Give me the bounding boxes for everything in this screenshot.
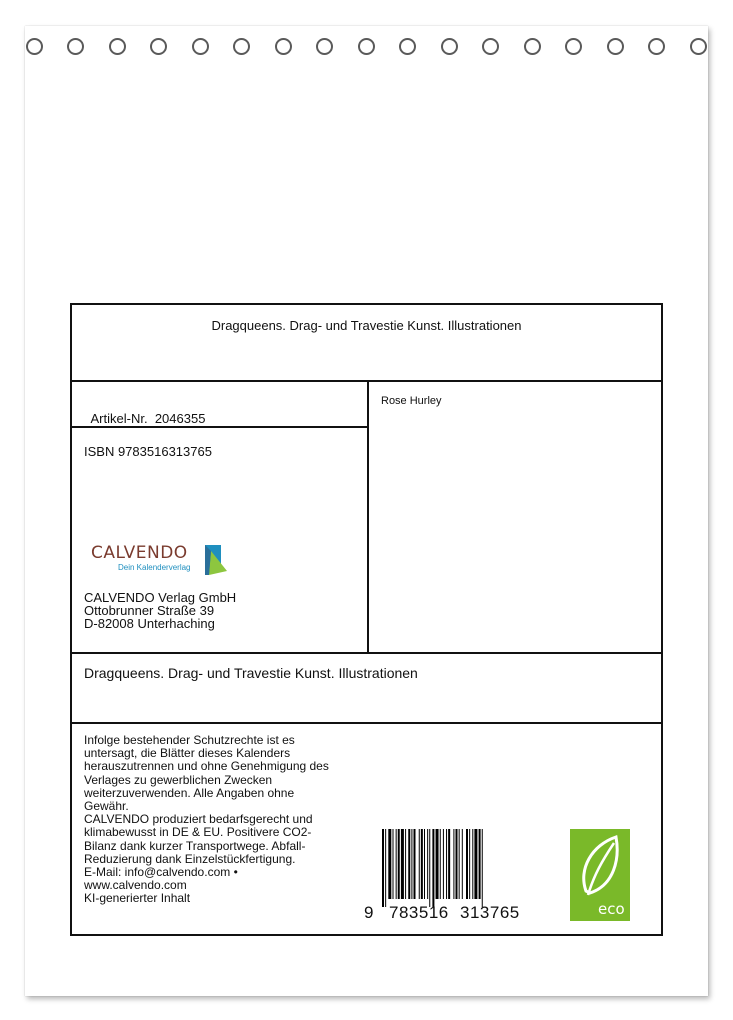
binding-ring	[607, 38, 624, 55]
calvendo-logo	[91, 543, 231, 579]
legal-line: untersagt, die Blätter dieses Kalenders	[84, 746, 291, 761]
article-number	[84, 396, 205, 426]
barcode-bar	[472, 829, 473, 899]
legal-line: E-Mail: info@calvendo.com •	[84, 865, 238, 880]
legal-line: Verlages zu gewerblichen Zwecken	[84, 772, 273, 787]
logo-mark-icon	[199, 543, 229, 577]
barcode-bar	[388, 829, 391, 899]
barcode-bar	[453, 829, 454, 899]
binding-ring	[275, 38, 292, 55]
barcode-bar	[469, 829, 470, 899]
barcode-bar	[405, 829, 406, 899]
binding-ring	[67, 38, 84, 55]
binding-ring	[316, 38, 333, 55]
barcode-bar	[411, 829, 412, 899]
barcode-bar	[408, 829, 410, 899]
barcode-bar	[429, 829, 430, 907]
barcode-bar	[385, 829, 386, 907]
logo-tagline: Dein Kalenderverlag	[118, 563, 191, 572]
barcode-bar	[446, 829, 447, 899]
publisher-city: D-82008 Unterhaching	[84, 616, 215, 631]
barcode-bar	[462, 829, 463, 899]
binding-ring	[690, 38, 707, 55]
legal-line: Infolge bestehender Schutzrechte ist es	[84, 733, 295, 747]
barcode-bars	[382, 829, 530, 907]
legal-line: Gewähr.	[84, 799, 129, 814]
binding-ring	[399, 38, 416, 55]
binding-ring	[565, 38, 582, 55]
binding-ring	[233, 38, 250, 55]
author-name: Rose Hurley	[381, 395, 442, 407]
barcode-bar	[474, 829, 477, 899]
binding-ring	[192, 38, 209, 55]
barcode-digits-right: 313765	[460, 903, 520, 922]
binding-ring	[441, 38, 458, 55]
binding-ring	[482, 38, 499, 55]
barcode-bar	[398, 829, 400, 899]
barcode-bar	[393, 829, 394, 899]
barcode-bar	[419, 829, 420, 899]
logo-wordmark: CALVENDO	[91, 543, 188, 563]
binding-ring	[648, 38, 665, 55]
legal-line: klimabewusst in DE & EU. Positivere CO2-	[84, 825, 312, 840]
legal-line: CALVENDO produziert bedarfsgerecht und	[84, 812, 313, 827]
barcode-bar	[459, 829, 460, 899]
binding-ring	[150, 38, 167, 55]
legal-line: Bilanz dank kurzer Transportwege. Abfall-	[84, 838, 306, 853]
barcode-bar	[440, 829, 441, 899]
barcode-bar	[482, 829, 483, 907]
author-cell	[367, 380, 663, 654]
subtitle-cell	[70, 652, 663, 724]
barcode-bar	[401, 829, 404, 899]
isbn-barcode	[364, 829, 530, 922]
barcode-bar	[466, 829, 468, 899]
legal-line: Reduzierung dank Einzelstückfertigung.	[84, 851, 296, 866]
legal-line: KI-generierter Inhalt	[84, 891, 191, 906]
calendar-title: Dragqueens. Drag- und Travestie Kunst. Illustrationen	[211, 318, 522, 333]
publisher-name: CALVENDO Verlag GmbH	[84, 590, 237, 605]
barcode-bar	[396, 829, 397, 899]
isbn-number: ISBN 9783516313765	[84, 444, 212, 459]
barcode-bar	[456, 829, 458, 899]
barcode-bar	[424, 829, 425, 899]
legal-line: herauszutrennen und ohne Genehmigung des	[84, 759, 329, 774]
eco-badge	[570, 829, 630, 921]
barcode-bar	[443, 829, 444, 899]
barcode-bar	[448, 829, 450, 899]
legal-line: www.calvendo.com	[84, 878, 187, 893]
calendar-subtitle: Dragqueens. Drag- und Travestie Kunst. Illustrationen	[84, 665, 418, 681]
publisher-street: Ottobrunner Straße 39	[84, 603, 215, 618]
binding-ring	[109, 38, 126, 55]
spiral-binding	[0, 0, 733, 70]
article-value: 2046355	[154, 411, 206, 426]
barcode-bar	[382, 829, 384, 907]
legal-notice	[84, 734, 364, 906]
article-label: Artikel-Nr.	[90, 411, 148, 426]
legal-line: weiterzuverwenden. Alle Angaben ohne	[84, 785, 295, 800]
barcode-digit-lead: 9	[364, 903, 374, 922]
title-cell	[70, 303, 663, 382]
eco-label: eco	[598, 900, 625, 918]
barcode-bar	[436, 829, 439, 899]
binding-ring	[524, 38, 541, 55]
barcode-bar	[479, 829, 481, 899]
barcode-bar	[421, 829, 423, 899]
binding-ring	[26, 38, 43, 55]
barcode-bar	[432, 829, 434, 907]
binding-ring	[358, 38, 375, 55]
barcode-bar	[427, 829, 428, 899]
barcode-digits-left: 783516	[389, 903, 449, 922]
barcode-bar	[414, 829, 416, 899]
